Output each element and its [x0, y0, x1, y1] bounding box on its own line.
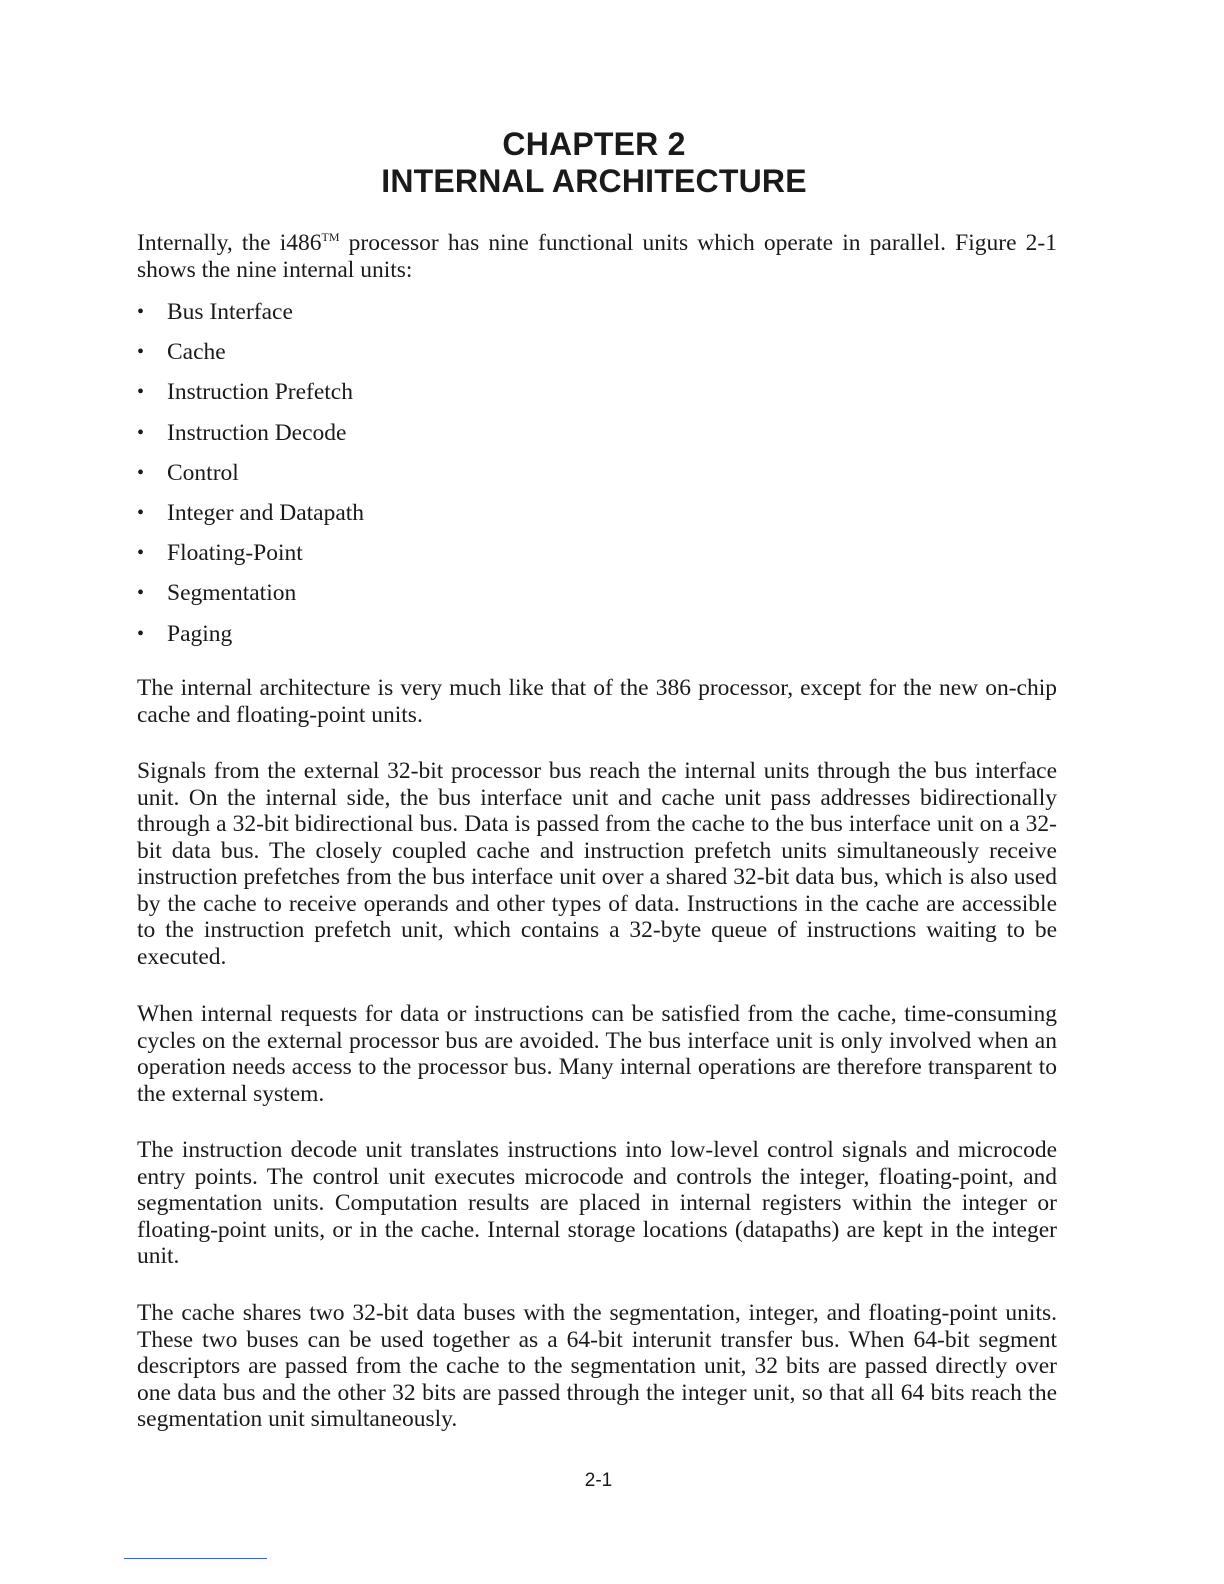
bullet-icon: •: [137, 501, 145, 524]
unit-label: Instruction Prefetch: [167, 379, 353, 406]
bullet-icon: •: [137, 622, 145, 645]
decode-control-paragraph: The instruction decode unit translates instructions into low-level control signals and microcode entry points. The control unit executes microcode and controls the integer, floating-point, and segmentation units. Computation results are placed in internal registers within the integer or floating-point units, or in the cache. Internal storage locations (datapaths) are kept in the integer unit.: [137, 1137, 1057, 1269]
chapter-heading: [0, 126, 1188, 200]
chapter-number: CHAPTER 2: [502, 126, 686, 162]
list-item: [137, 377, 364, 417]
unit-label: Instruction Decode: [167, 419, 347, 446]
unit-label: Floating-Point: [167, 540, 303, 567]
list-item: [137, 578, 364, 618]
unit-label: Cache: [167, 339, 226, 366]
bullet-icon: •: [137, 381, 145, 404]
list-item: [137, 337, 364, 377]
architecture-overview-paragraph: The internal architecture is very much like that of the 386 processor, except for the new on-chip cache and floating-point units.: [137, 675, 1057, 728]
data-buses-paragraph: The cache shares two 32-bit data buses with the segmentation, integer, and floating-point units. These two buses can be used together as a 64-bit interunit transfer bus. When 64-bit segment descriptors are passed from the cache to the segmentation unit, 32 bits are passed directly over one data bus and the other 32 bits are passed through the integer unit, so that all 64 bits reach the segmentation unit simultaneously.: [137, 1300, 1057, 1432]
unit-label: Integer and Datapath: [167, 499, 365, 526]
footer-rule: [124, 1558, 267, 1559]
bus-interface-paragraph: Signals from the external 32-bit processor bus reach the internal units through the bus interface unit. On the internal side, the bus interface unit and cache unit pass addresses bidirectionally through a 32-bit bidirectional bus. Data is passed from the cache to the bus interface unit on a 32-bit data bus. The closely coupled cache and instruction prefetch units simultaneously receive instruction prefetches from the bus interface unit over a shared 32-bit data bus, which is also used by the cache to receive operands and other types of data. Instructions in the cache are accessible to the instruction prefetch unit, which contains a 32-byte queue of instructions waiting to be executed.: [137, 758, 1057, 970]
bullet-icon: •: [137, 542, 145, 565]
list-item: [137, 538, 364, 578]
bullet-icon: •: [137, 301, 145, 323]
unit-label: Control: [167, 459, 239, 486]
chapter-title: INTERNAL ARCHITECTURE: [381, 163, 807, 199]
intro-text-end: processor has nine functional units which operate in parallel. Figure 2-1 shows the nine internal units:: [137, 230, 1057, 283]
bullet-icon: •: [137, 461, 145, 484]
list-item: [137, 498, 364, 538]
bullet-icon: •: [137, 582, 145, 605]
intro-paragraph: [137, 230, 1057, 283]
cache-requests-paragraph: When internal requests for data or instructions can be satisfied from the cache, time-consuming cycles on the external processor bus are avoided. The bus interface unit is only involved when an operation needs access to the processor bus. Many internal operations are therefore transparent to the external system.: [137, 1001, 1057, 1107]
list-item: [137, 418, 364, 458]
list-item: [137, 458, 364, 498]
unit-label: Bus Interface: [167, 299, 293, 325]
unit-label: Paging: [167, 620, 233, 647]
intro-text-start: Internally, the i486: [137, 230, 322, 256]
page-number: 2-1: [584, 1470, 613, 1491]
functional-unit-list: [137, 297, 364, 659]
unit-label: Segmentation: [167, 580, 297, 607]
bullet-icon: •: [137, 421, 145, 444]
trademark-mark: TM: [321, 230, 340, 245]
list-item: [137, 619, 364, 659]
list-item: [137, 297, 364, 337]
bullet-icon: •: [137, 341, 145, 364]
